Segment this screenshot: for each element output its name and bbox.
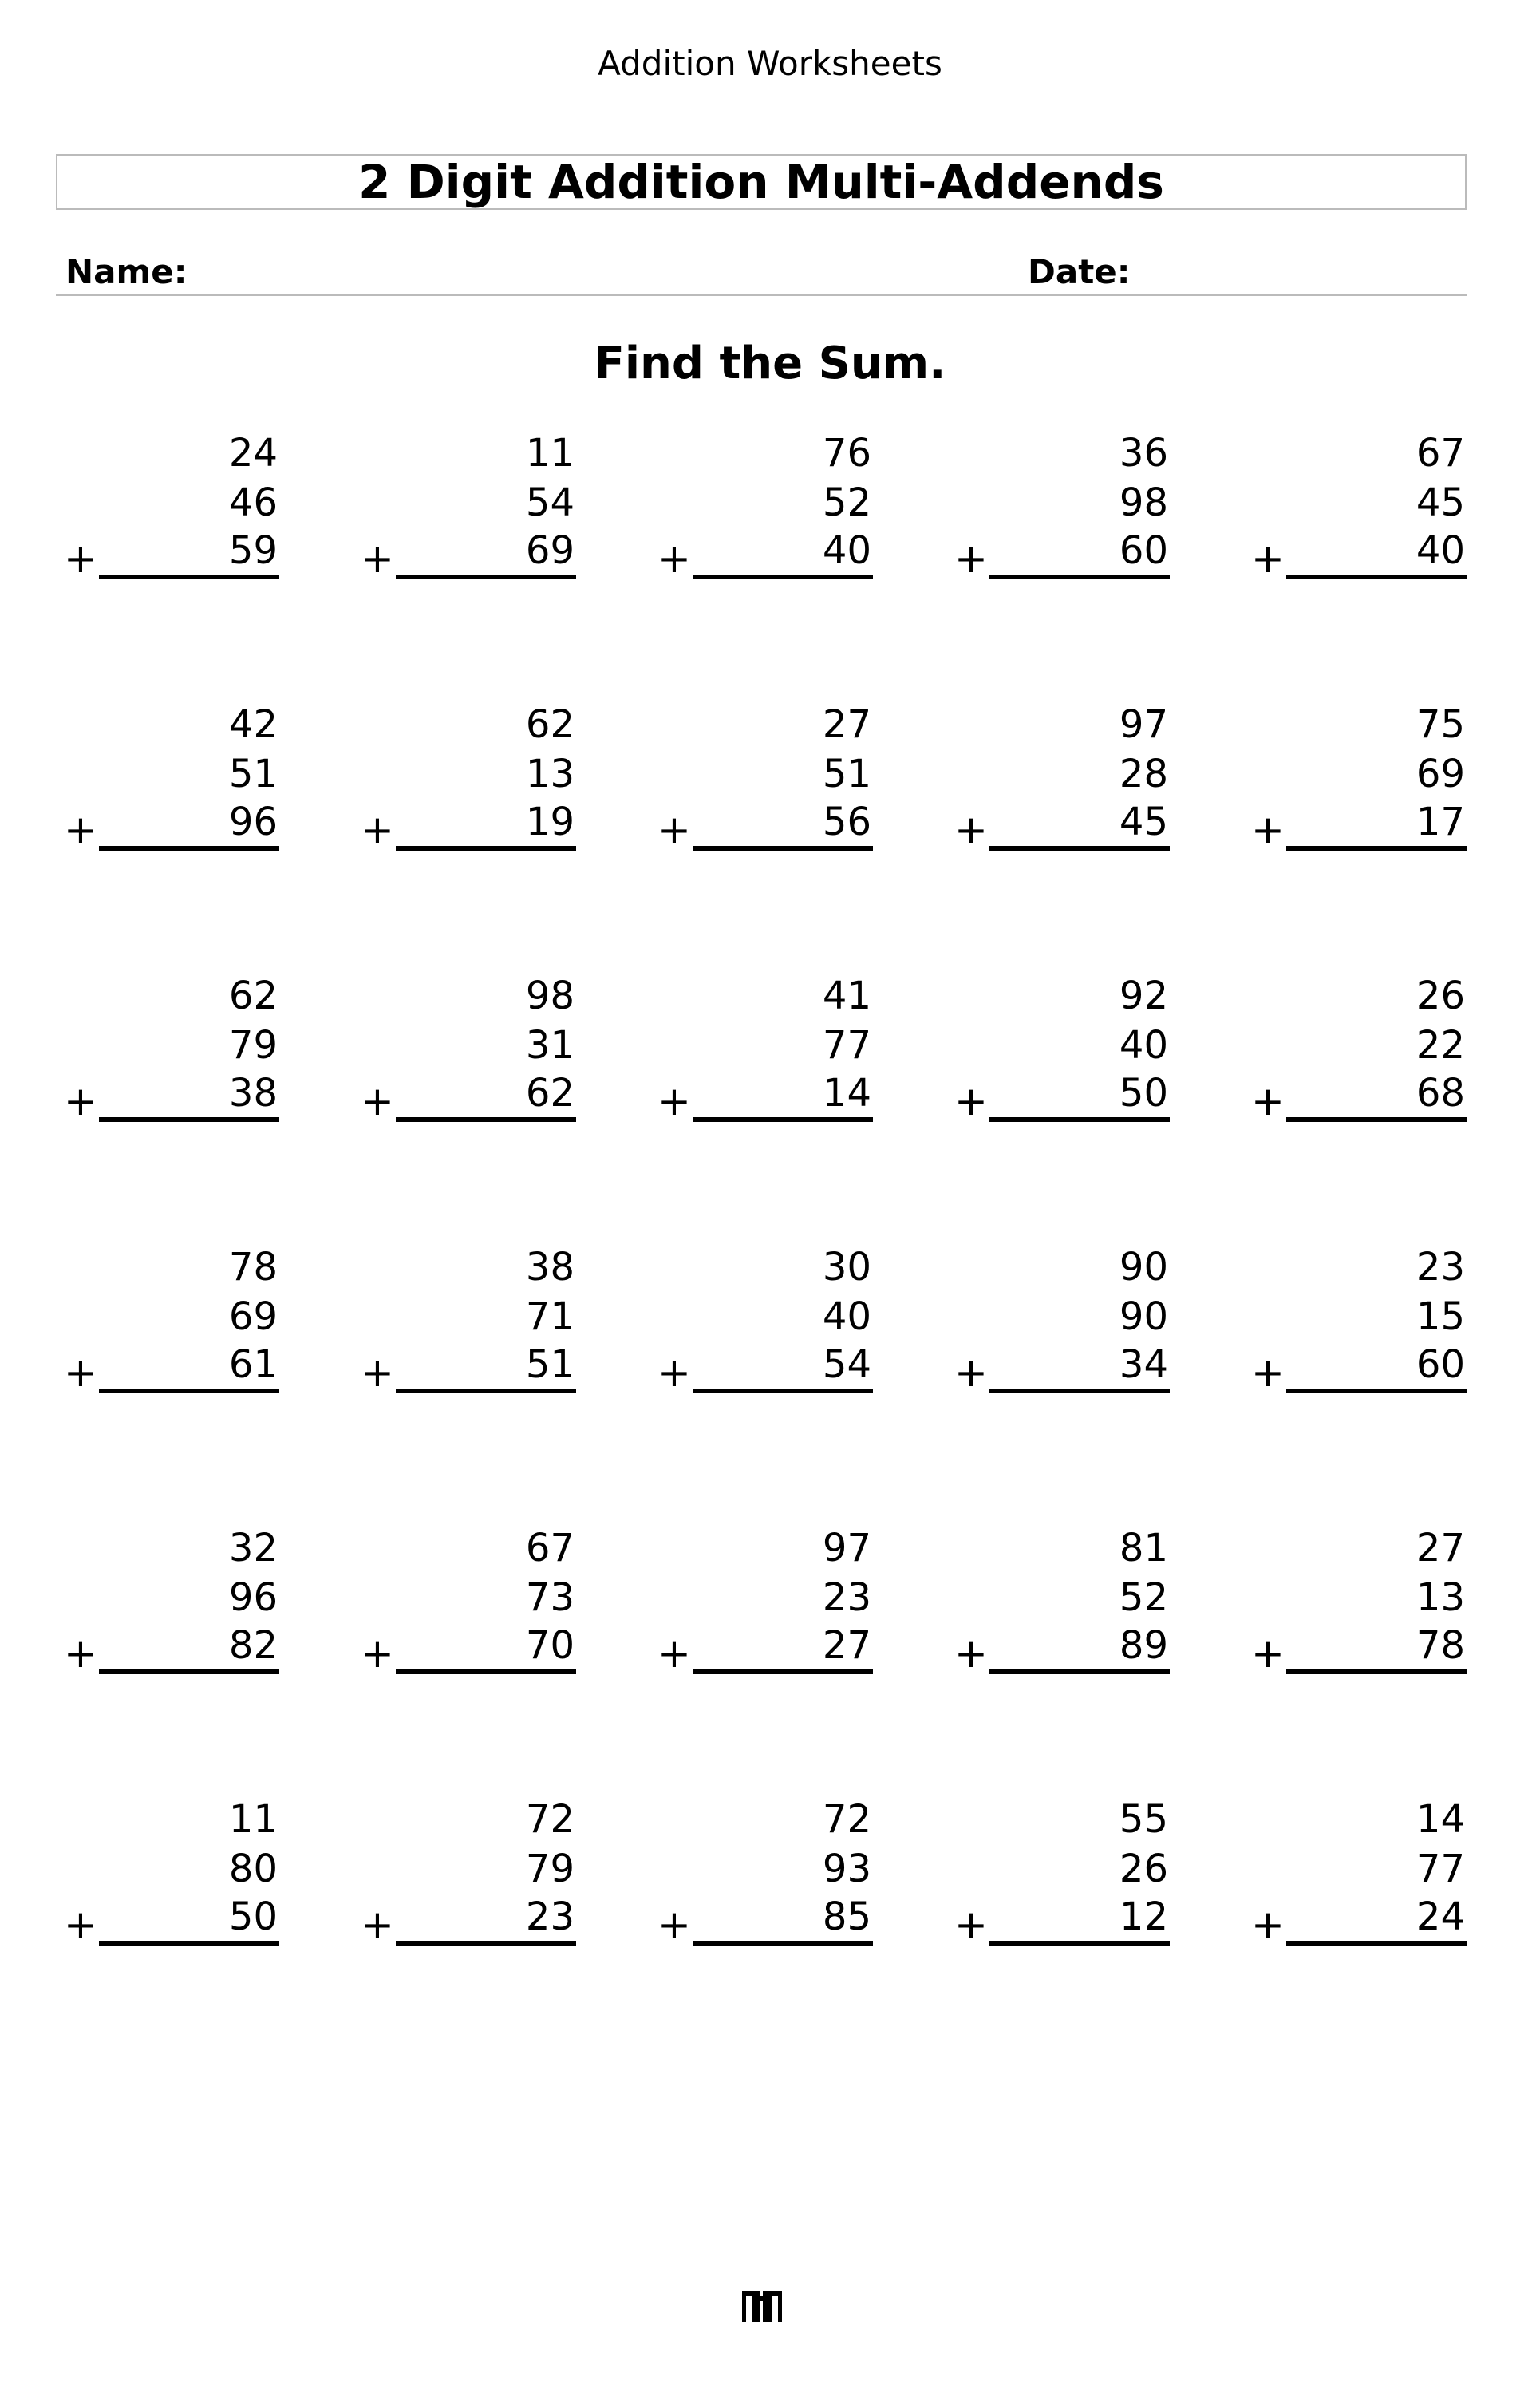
plus-sign: +	[361, 1630, 394, 1677]
sum-line	[693, 1117, 873, 1122]
addend: 78	[228, 1245, 278, 1290]
addend: 27	[1416, 1526, 1465, 1570]
addend: 51	[525, 1342, 575, 1387]
plus-sign: +	[657, 807, 691, 853]
addition-problem	[954, 431, 1176, 583]
sum-line	[396, 1669, 576, 1674]
addition-problem	[64, 1526, 286, 1677]
addend: 77	[1416, 1847, 1465, 1891]
plus-sign: +	[954, 535, 988, 582]
addition-problem	[361, 431, 582, 583]
addition-problem	[64, 702, 286, 854]
addend: 71	[525, 1294, 575, 1339]
sum-line	[989, 1669, 1170, 1674]
addend: 30	[822, 1245, 871, 1290]
addend: 40	[822, 1294, 871, 1339]
addend: 26	[1119, 1847, 1168, 1891]
addition-problem	[361, 702, 582, 854]
addend: 38	[525, 1245, 575, 1290]
addend: 89	[1119, 1623, 1168, 1668]
addend: 40	[822, 528, 871, 573]
sum-line	[693, 1389, 873, 1393]
addend: 41	[822, 974, 871, 1018]
addend: 60	[1416, 1342, 1465, 1387]
addition-problem	[657, 1797, 879, 1949]
plus-sign: +	[64, 535, 97, 582]
worksheet-logo-icon	[742, 2290, 782, 2324]
addend: 40	[1119, 1023, 1168, 1068]
plus-sign: +	[64, 1902, 97, 1948]
addend: 72	[822, 1797, 871, 1842]
addend: 77	[822, 1023, 871, 1068]
sum-line	[989, 846, 1170, 851]
addend: 76	[822, 431, 871, 476]
sum-line	[396, 575, 576, 579]
addition-problem	[64, 431, 286, 583]
plus-sign: +	[1251, 1349, 1285, 1396]
sum-line	[1286, 1117, 1467, 1122]
sum-line	[989, 575, 1170, 579]
addition-problem	[64, 1797, 286, 1949]
addend: 85	[822, 1894, 871, 1939]
sum-line	[989, 1117, 1170, 1122]
addend: 78	[1416, 1623, 1465, 1668]
plus-sign: +	[361, 1349, 394, 1396]
addend: 69	[525, 528, 575, 573]
addend: 36	[1119, 431, 1168, 476]
addend: 51	[822, 752, 871, 796]
sum-line	[1286, 575, 1467, 579]
sum-line	[693, 575, 873, 579]
plus-sign: +	[657, 1349, 691, 1396]
addend: 46	[228, 480, 278, 525]
addend: 67	[525, 1526, 575, 1570]
addend: 51	[228, 752, 278, 796]
sum-line	[693, 1669, 873, 1674]
addend: 67	[1416, 431, 1465, 476]
addend: 81	[1119, 1526, 1168, 1570]
plus-sign: +	[64, 1078, 97, 1124]
addend: 23	[1416, 1245, 1465, 1290]
addend: 73	[525, 1575, 575, 1620]
addition-problem	[361, 1797, 582, 1949]
addition-problem	[1251, 702, 1473, 854]
addend: 24	[228, 431, 278, 476]
addend: 45	[1416, 480, 1465, 525]
addend: 98	[1119, 480, 1168, 525]
addend: 31	[525, 1023, 575, 1068]
addend: 15	[1416, 1294, 1465, 1339]
addend: 17	[1416, 800, 1465, 844]
sum-line	[99, 1941, 279, 1946]
addend: 97	[1119, 702, 1168, 747]
addend: 97	[822, 1526, 871, 1570]
date-label: Date:	[1028, 252, 1131, 291]
addend: 90	[1119, 1245, 1168, 1290]
plus-sign: +	[361, 535, 394, 582]
addition-problem	[361, 1245, 582, 1396]
sum-line	[1286, 1669, 1467, 1674]
addend: 70	[525, 1623, 575, 1668]
addend: 27	[822, 702, 871, 747]
sum-line	[396, 1117, 576, 1122]
plus-sign: +	[954, 807, 988, 853]
addition-problem	[954, 974, 1176, 1125]
addend: 38	[228, 1071, 278, 1116]
instruction-heading: Find the Sum.	[594, 338, 946, 389]
sum-line	[99, 1389, 279, 1393]
sum-line	[99, 846, 279, 851]
addend: 11	[228, 1797, 278, 1842]
addition-problem	[657, 1245, 879, 1396]
plus-sign: +	[954, 1349, 988, 1396]
addition-problem	[1251, 1797, 1473, 1949]
plus-sign: +	[64, 1630, 97, 1677]
addend: 72	[525, 1797, 575, 1842]
addend: 22	[1416, 1023, 1465, 1068]
addend: 11	[525, 431, 575, 476]
addend: 62	[228, 974, 278, 1018]
addend: 26	[1416, 974, 1465, 1018]
addend: 62	[525, 702, 575, 747]
addition-problem	[1251, 431, 1473, 583]
addend: 50	[1119, 1071, 1168, 1116]
addition-problem	[361, 1526, 582, 1677]
sum-line	[1286, 1389, 1467, 1393]
addition-problem	[1251, 1526, 1473, 1677]
addend: 96	[228, 1575, 278, 1620]
plus-sign: +	[1251, 807, 1285, 853]
sum-line	[1286, 1941, 1467, 1946]
addend: 93	[822, 1847, 871, 1891]
addend: 96	[228, 800, 278, 844]
addend: 55	[1119, 1797, 1168, 1842]
sum-line	[99, 1669, 279, 1674]
addition-problem	[954, 702, 1176, 854]
addend: 34	[1119, 1342, 1168, 1387]
sum-line	[989, 1389, 1170, 1393]
addend: 79	[525, 1847, 575, 1891]
addend: 12	[1119, 1894, 1168, 1939]
addend: 13	[1416, 1575, 1465, 1620]
addition-problem	[657, 1526, 879, 1677]
addend: 69	[228, 1294, 278, 1339]
addend: 13	[525, 752, 575, 796]
addend: 40	[1416, 528, 1465, 573]
plus-sign: +	[657, 1078, 691, 1124]
addend: 27	[822, 1623, 871, 1668]
addend: 56	[822, 800, 871, 844]
addend: 45	[1119, 800, 1168, 844]
plus-sign: +	[361, 1902, 394, 1948]
addend: 14	[822, 1071, 871, 1116]
plus-sign: +	[1251, 535, 1285, 582]
addend: 80	[228, 1847, 278, 1891]
plus-sign: +	[954, 1902, 988, 1948]
sum-line	[693, 846, 873, 851]
addend: 28	[1119, 752, 1168, 796]
addend: 42	[228, 702, 278, 747]
addition-problem	[657, 431, 879, 583]
addition-problem	[954, 1526, 1176, 1677]
addition-problem	[361, 974, 582, 1125]
addition-problem	[657, 974, 879, 1125]
addend: 23	[822, 1575, 871, 1620]
plus-sign: +	[1251, 1078, 1285, 1124]
sum-line	[1286, 846, 1467, 851]
addend: 52	[1119, 1575, 1168, 1620]
addend: 68	[1416, 1071, 1465, 1116]
addend: 54	[525, 480, 575, 525]
name-label: Name:	[65, 252, 188, 291]
worksheet-category-header: Addition Worksheets	[598, 44, 942, 83]
plus-sign: +	[64, 1349, 97, 1396]
addend: 54	[822, 1342, 871, 1387]
addend: 62	[525, 1071, 575, 1116]
worksheet-title: 2 Digit Addition Multi-Addends	[358, 155, 1164, 209]
addend: 90	[1119, 1294, 1168, 1339]
addition-problem	[64, 974, 286, 1125]
plus-sign: +	[657, 1630, 691, 1677]
addend: 69	[1416, 752, 1465, 796]
addition-problem	[1251, 974, 1473, 1125]
addend: 79	[228, 1023, 278, 1068]
addend: 59	[228, 528, 278, 573]
plus-sign: +	[954, 1630, 988, 1677]
addition-problem	[657, 702, 879, 854]
sum-line	[99, 575, 279, 579]
sum-line	[989, 1941, 1170, 1946]
addend: 50	[228, 1894, 278, 1939]
addition-problem	[64, 1245, 286, 1396]
addend: 61	[228, 1342, 278, 1387]
plus-sign: +	[657, 1902, 691, 1948]
addition-problem	[1251, 1245, 1473, 1396]
addition-problem	[954, 1245, 1176, 1396]
addend: 52	[822, 480, 871, 525]
addend: 98	[525, 974, 575, 1018]
plus-sign: +	[361, 1078, 394, 1124]
plus-sign: +	[1251, 1630, 1285, 1677]
addend: 92	[1119, 974, 1168, 1018]
sum-line	[396, 1389, 576, 1393]
plus-sign: +	[954, 1078, 988, 1124]
plus-sign: +	[64, 807, 97, 853]
sum-line	[396, 1941, 576, 1946]
plus-sign: +	[657, 535, 691, 582]
addend: 82	[228, 1623, 278, 1668]
plus-sign: +	[361, 807, 394, 853]
addend: 32	[228, 1526, 278, 1570]
addend: 23	[525, 1894, 575, 1939]
addend: 60	[1119, 528, 1168, 573]
addend: 24	[1416, 1894, 1465, 1939]
addend: 75	[1416, 702, 1465, 747]
sum-line	[396, 846, 576, 851]
addend: 14	[1416, 1797, 1465, 1842]
sum-line	[99, 1117, 279, 1122]
addend: 19	[525, 800, 575, 844]
plus-sign: +	[1251, 1902, 1285, 1948]
sum-line	[693, 1941, 873, 1946]
addition-problem	[954, 1797, 1176, 1949]
